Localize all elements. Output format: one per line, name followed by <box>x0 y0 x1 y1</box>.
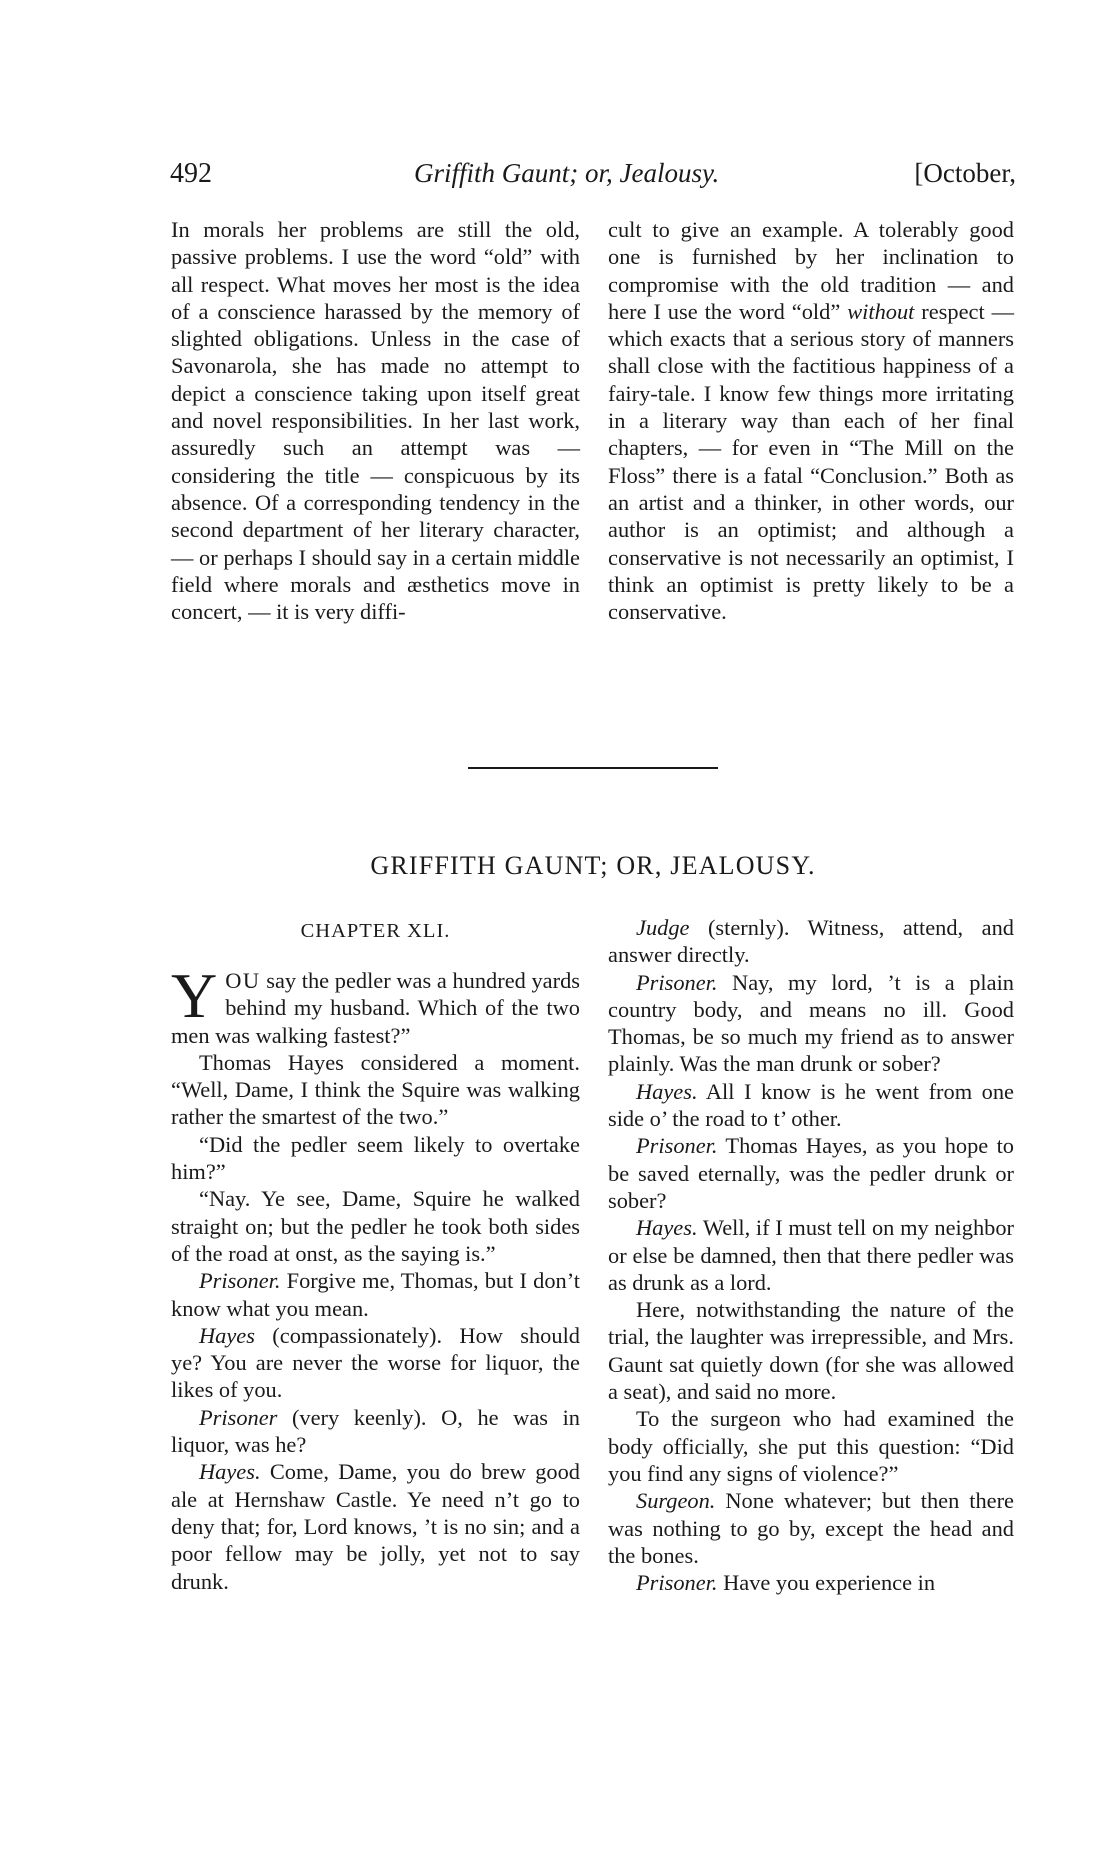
speaker-name: Prisoner. <box>636 1133 718 1159</box>
speaker-name: Hayes. <box>636 1215 698 1241</box>
running-title: Griffith Gaunt; or, Jealousy. <box>414 158 720 188</box>
dialogue-paragraph <box>608 1214 1014 1296</box>
dialogue-paragraph <box>608 1078 1014 1133</box>
story-left-column <box>171 960 580 1595</box>
paragraph-text: None whatever; but then there was nothing to go by, except the head and the bones. <box>608 1488 1014 1568</box>
essay-paragraph <box>608 216 1014 625</box>
speaker-name: Prisoner. <box>199 1268 281 1294</box>
drop-cap: Y <box>171 960 218 1031</box>
opening-text: say the pedler was a hundred yards behind my husband. Which of the two men was walking fastest?” <box>171 968 580 1048</box>
story-title: GRIFFITH GAUNT; OR, JEALOUSY. <box>370 851 816 880</box>
dialogue-paragraph <box>171 1049 580 1131</box>
paragraph-text: (sternly). Witness, attend, and answer directly. <box>608 915 1014 968</box>
essay-paragraph: In morals her problems are still the old, passive problems. I use the word “old” with all respect. What moves her most is the idea of a conscience harassed by the memory of slighted obligations. Unless in the case of Savonarola, she has made no attempt to depict a conscience taking upon itself great and novel responsibilities. In her last work, assuredly such an attempt was — considering the title — conspicuous by its absence. Of a corresponding tendency in the second department of her literary character, — or perhaps I should say in a certain middle field where morals and æsthetics move in concert, — it is very diffi- <box>171 217 580 625</box>
dialogue-paragraph <box>608 1487 1014 1569</box>
paragraph-text: “Nay. Ye see, Dame, Squire he walked straight on; but the pedler he took both sides of the road at onst, as the saying is.” <box>171 1186 580 1266</box>
speaker-name: Judge <box>636 915 690 940</box>
speaker-name: Prisoner <box>199 1404 278 1430</box>
paragraph-text: Nay, my lord, ’t is a plain country body, and means no ill. Good Thomas, be so much my friend as to answer plainly. Was the man drunk or sober? <box>608 969 1014 1077</box>
speaker-name: Hayes <box>199 1322 255 1348</box>
paragraph-text: (very keenly). O, he was in liquor, was he? <box>171 1404 580 1458</box>
opening-paragraph <box>171 960 580 1049</box>
essay-italic-word: without <box>847 298 915 324</box>
paragraph-text: “Did the pedler seem likely to overtake him?” <box>171 1131 580 1185</box>
paragraph-text: Forgive me, Thomas, but I don’t know what you mean. <box>171 1268 580 1321</box>
section-divider <box>468 767 718 769</box>
essay-left-column <box>171 216 580 625</box>
dialogue-paragraph <box>608 1405 1014 1487</box>
issue-month: [October, <box>914 158 1016 188</box>
speaker-name: Prisoner. <box>636 969 718 995</box>
dialogue-paragraph <box>608 914 1014 969</box>
dialogue-paragraph <box>171 1131 580 1186</box>
paragraph-text: Thomas Hayes considered a moment. “Well, Dame, I think the Squire was walking rather the smartest of the two.” <box>171 1049 580 1130</box>
dialogue-paragraph <box>608 969 1014 1078</box>
essay-text: cult to give an example. A tolerably good one is furnished by her inclination to compromise with the old tradition — and here I use the word “old” <box>608 217 1014 324</box>
paragraph-text: All I know is he went from one side o’ the road to t’ other. <box>608 1078 1014 1132</box>
speaker-name: Surgeon. <box>636 1488 716 1514</box>
small-caps-opening: OU <box>225 968 261 993</box>
dialogue-paragraph <box>608 1569 1014 1596</box>
paragraph-text: Well, if I must tell on my neighbor or else be damned, then that there pedler was as drunk as a lord. <box>608 1215 1014 1295</box>
page-number: 492 <box>170 158 212 189</box>
paragraph-text: Have you experience in <box>717 1570 936 1596</box>
dialogue-paragraph <box>171 1185 580 1267</box>
chapter-heading: CHAPTER XLI. <box>300 920 451 942</box>
story-left-paragraphs <box>171 1049 580 1595</box>
paragraph-text: Thomas Hayes, as you hope to be saved eternally, was the pedler drunk or sober? <box>608 1133 1014 1213</box>
dialogue-paragraph <box>171 1458 580 1594</box>
essay-text: respect — which exacts that a serious story of manners shall close with the factitious happiness of a fairy-tale. I know few things more irritating in a literary way than each of her final chapters, — for even in “The Mill on the Floss” there is a fatal “Conclusion.” Both as an artist and a thinker, in other words, our author is an optimist; and although a conservative is not necessarily an optimist, I think an optimist is pretty likely to be a conservative. <box>608 298 1014 625</box>
paragraph-text: (compassionately). How should ye? You are never the worse for liquor, the likes of you. <box>171 1322 580 1403</box>
dialogue-paragraph <box>608 1132 1014 1214</box>
story-right-column <box>608 914 1014 1596</box>
paragraph-text: To the surgeon who had examined the body officially, she put this question: “Did you find any signs of violence?” <box>608 1406 1014 1486</box>
dialogue-paragraph <box>171 1322 580 1404</box>
paragraph-text: Come, Dame, you do brew good ale at Hernshaw Castle. Ye need n’t go to deny that; for, Lord knows, ’t is no sin; and a poor fellow may be jolly, yet not to say drunk. <box>171 1459 580 1594</box>
paragraph-text: Here, notwithstanding the nature of the trial, the laughter was irrepressible, and Mrs. Gaunt sat quietly down (for she was allowed a seat), and said no more. <box>608 1297 1014 1405</box>
speaker-name: Hayes. <box>199 1459 261 1485</box>
dialogue-paragraph <box>171 1404 580 1459</box>
story-right-paragraphs <box>608 914 1014 1596</box>
dialogue-paragraph <box>171 1267 580 1322</box>
speaker-name: Prisoner. <box>636 1570 718 1596</box>
dialogue-paragraph <box>608 1296 1014 1405</box>
essay-right-column <box>608 216 1014 625</box>
speaker-name: Hayes. <box>636 1078 698 1104</box>
running-header <box>170 158 1016 198</box>
